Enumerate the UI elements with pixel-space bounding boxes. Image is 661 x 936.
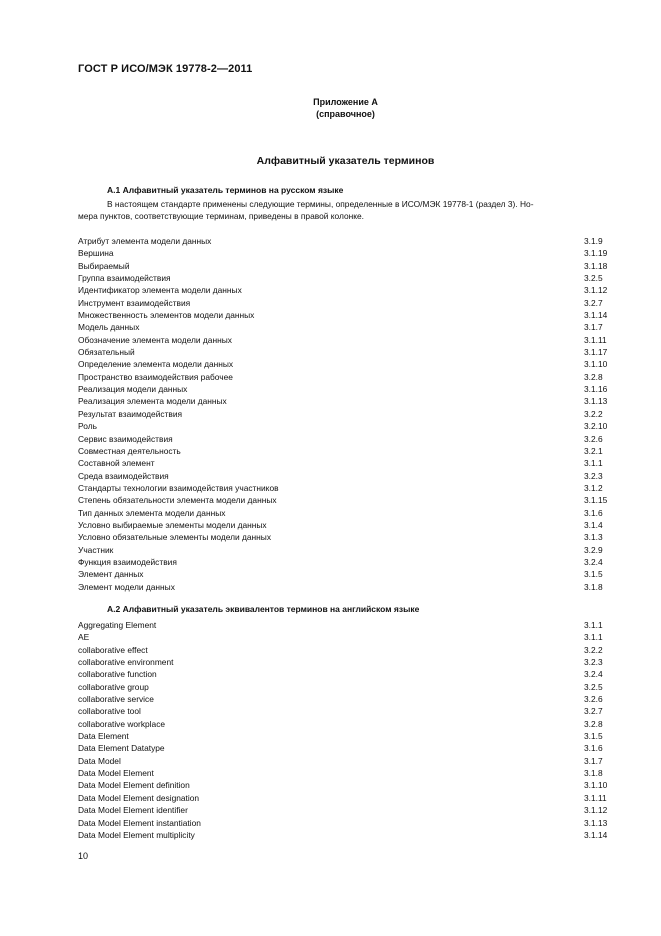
term-text: Aggregating Element — [78, 620, 157, 630]
term-number: 3.1.8 — [584, 768, 603, 779]
term-text: Data Element Datatype — [78, 743, 165, 754]
term-text: Data Model Element instantiation — [78, 817, 201, 828]
term-number: 3.2.9 — [584, 544, 603, 555]
term-row — [78, 519, 614, 531]
term-text: Выбираемый — [78, 260, 130, 271]
term-text: collaborative tool — [78, 706, 141, 717]
term-text: Среда взаимодействия — [78, 470, 169, 481]
term-row — [78, 494, 614, 506]
term-number: 3.1.11 — [584, 792, 607, 803]
term-text: Идентификатор элемента модели данных — [78, 285, 242, 296]
term-row — [78, 829, 614, 841]
term-text: Data Model — [78, 755, 121, 766]
term-text: Data Model Element multiplicity — [78, 829, 195, 840]
term-number: 3.2.8 — [584, 718, 603, 729]
term-number: 3.1.2 — [584, 482, 603, 493]
term-text: collaborative effect — [78, 644, 148, 655]
term-row — [78, 644, 614, 656]
term-row — [78, 693, 614, 705]
term-number: 3.1.18 — [584, 260, 608, 271]
term-number: 3.2.2 — [584, 644, 603, 655]
term-number: 3.1.5 — [584, 731, 603, 742]
section-en-heading: А.2 Алфавитный указатель эквивалентов терминов на английском языке — [107, 604, 420, 614]
term-text: Data Model Element — [78, 768, 154, 779]
term-number: 3.2.4 — [584, 669, 603, 680]
term-text: Вершина — [78, 248, 114, 259]
term-text: collaborative group — [78, 681, 149, 692]
term-text: Определение элемента модели данных — [78, 359, 234, 370]
term-number: 3.1.14 — [584, 310, 608, 321]
term-number: 3.1.7 — [584, 322, 603, 333]
term-text: Участник — [78, 544, 114, 555]
term-row — [78, 395, 614, 407]
term-row — [78, 247, 614, 259]
term-text: Реализация элемента модели данных — [78, 396, 227, 407]
term-number: 3.1.5 — [584, 569, 603, 580]
term-row — [78, 556, 614, 568]
main-heading: Алфавитный указатель терминов — [256, 155, 435, 167]
term-row — [78, 742, 614, 754]
term-number: 3.1.17 — [584, 347, 608, 358]
term-number: 3.2.6 — [584, 433, 603, 444]
term-row — [78, 445, 614, 457]
term-number: 3.1.7 — [584, 755, 603, 766]
term-number: 3.1.12 — [584, 805, 608, 816]
term-number: 3.2.2 — [584, 408, 603, 419]
term-row — [78, 284, 614, 296]
term-text: Составной элемент — [78, 458, 155, 469]
term-number: 3.2.7 — [584, 297, 603, 308]
page-number: 10 — [78, 851, 89, 861]
term-row — [78, 457, 614, 469]
term-number: 3.1.4 — [584, 519, 603, 530]
term-number: 3.1.1 — [584, 458, 603, 469]
term-number: 3.1.12 — [584, 285, 608, 296]
term-row — [78, 656, 614, 668]
term-row — [78, 668, 614, 680]
term-text: Атрибут элемента модели данных — [78, 236, 212, 246]
term-row — [78, 730, 614, 742]
term-number: 3.1.1 — [584, 632, 603, 643]
term-row — [78, 482, 614, 494]
term-number: 3.2.1 — [584, 445, 603, 456]
term-row — [78, 272, 614, 284]
term-number: 3.1.19 — [584, 248, 608, 259]
term-row — [78, 705, 614, 717]
term-row — [78, 297, 614, 309]
term-number: 3.2.10 — [584, 421, 608, 432]
term-text: Результат взаимодействия — [78, 408, 183, 419]
term-number: 3.1.16 — [584, 384, 608, 395]
term-row — [78, 817, 614, 829]
term-text: Data Model Element definition — [78, 780, 190, 791]
term-row — [78, 681, 614, 693]
term-row — [78, 383, 614, 395]
term-number: 3.1.10 — [584, 359, 608, 370]
term-text: Роль — [78, 421, 97, 432]
term-text: Совместная деятельность — [78, 445, 181, 456]
term-row — [78, 779, 614, 791]
term-number: 3.1.14 — [584, 829, 608, 840]
term-row — [78, 531, 614, 543]
document-header: ГОСТ Р ИСО/МЭК 19778-2—2011 — [78, 63, 253, 75]
term-number: 3.2.4 — [584, 556, 603, 567]
term-number: 3.2.8 — [584, 371, 603, 382]
term-number: 3.1.6 — [584, 743, 603, 754]
term-row — [78, 755, 614, 767]
term-row — [78, 470, 614, 482]
term-number: 3.1.1 — [584, 620, 603, 630]
term-text: Обозначение элемента модели данных — [78, 334, 232, 345]
term-text: Степень обязательности элемента модели данных — [78, 495, 277, 506]
section-ru-heading: А.1 Алфавитный указатель терминов на русском языке — [107, 185, 344, 195]
term-row — [78, 544, 614, 556]
term-number: 3.1.3 — [584, 532, 603, 543]
term-text: collaborative environment — [78, 657, 174, 668]
term-number: 3.1.10 — [584, 780, 608, 791]
term-text: Data Model Element identifier — [78, 805, 188, 816]
term-row — [78, 260, 614, 272]
term-text: collaborative function — [78, 669, 157, 680]
russian-term-list — [78, 235, 614, 593]
term-text: AE — [78, 632, 90, 643]
term-text: Условно выбираемые элементы модели данных — [78, 519, 267, 530]
intro-line-2: мера пунктов, соответствующие терминам, приведены в правой колонке. — [78, 211, 364, 221]
term-text: Модель данных — [78, 322, 140, 333]
term-text: Множественность элементов модели данных — [78, 310, 255, 321]
term-number: 3.1.13 — [584, 396, 608, 407]
term-text: Реализация модели данных — [78, 384, 188, 395]
term-number: 3.2.6 — [584, 694, 603, 705]
term-row — [78, 568, 614, 580]
english-term-list — [78, 619, 614, 841]
term-row — [78, 334, 614, 346]
term-row — [78, 792, 614, 804]
term-row — [78, 804, 614, 816]
term-row — [78, 371, 614, 383]
term-row — [78, 358, 614, 370]
term-text: Сервис взаимодействия — [78, 433, 173, 444]
term-row — [78, 235, 614, 247]
term-row — [78, 408, 614, 420]
term-number: 3.2.5 — [584, 273, 603, 284]
term-row — [78, 346, 614, 358]
term-text: Обязательный — [78, 347, 135, 358]
term-text: Элемент данных — [78, 569, 144, 580]
term-row — [78, 718, 614, 730]
term-row — [78, 631, 614, 643]
term-number: 3.1.6 — [584, 507, 603, 518]
intro-line-1: В настоящем стандарте применены следующие термины, определенные в ИСО/МЭК 19778-1 (раздел 3). Но- — [107, 199, 534, 209]
term-row — [78, 619, 614, 631]
term-text: collaborative service — [78, 694, 154, 705]
term-text: Условно обязательные элементы модели данных — [78, 532, 272, 543]
term-number: 3.1.11 — [584, 334, 607, 345]
term-row — [78, 420, 614, 432]
term-text: Стандарты технологии взаимодействия участников — [78, 482, 279, 493]
appendix-title: Приложение А — [313, 97, 378, 107]
term-number: 3.1.9 — [584, 236, 603, 246]
term-text: Тип данных элемента модели данных — [78, 507, 226, 518]
term-row — [78, 507, 614, 519]
intro-paragraph — [78, 198, 613, 222]
term-text: Data Model Element designation — [78, 792, 200, 803]
appendix-title-block — [0, 97, 661, 120]
term-number: 3.2.3 — [584, 470, 603, 481]
term-row — [78, 767, 614, 779]
term-text: Пространство взаимодействия рабочее — [78, 371, 233, 382]
term-row — [78, 581, 614, 593]
term-number: 3.2.5 — [584, 681, 603, 692]
term-text: Функция взаимодействия — [78, 556, 177, 567]
term-row — [78, 309, 614, 321]
term-text: collaborative workplace — [78, 718, 166, 729]
appendix-subtitle: (справочное) — [316, 108, 375, 119]
term-row — [78, 433, 614, 445]
main-heading-block — [0, 155, 661, 167]
term-row — [78, 321, 614, 333]
term-text: Группа взаимодействия — [78, 273, 171, 284]
term-number: 3.2.7 — [584, 706, 603, 717]
term-number: 3.1.15 — [584, 495, 608, 506]
term-text: Data Element — [78, 731, 129, 742]
term-text: Элемент модели данных — [78, 581, 175, 592]
term-number: 3.1.13 — [584, 817, 608, 828]
term-number: 3.2.3 — [584, 657, 603, 668]
term-text: Инструмент взаимодействия — [78, 297, 191, 308]
term-number: 3.1.8 — [584, 581, 603, 592]
